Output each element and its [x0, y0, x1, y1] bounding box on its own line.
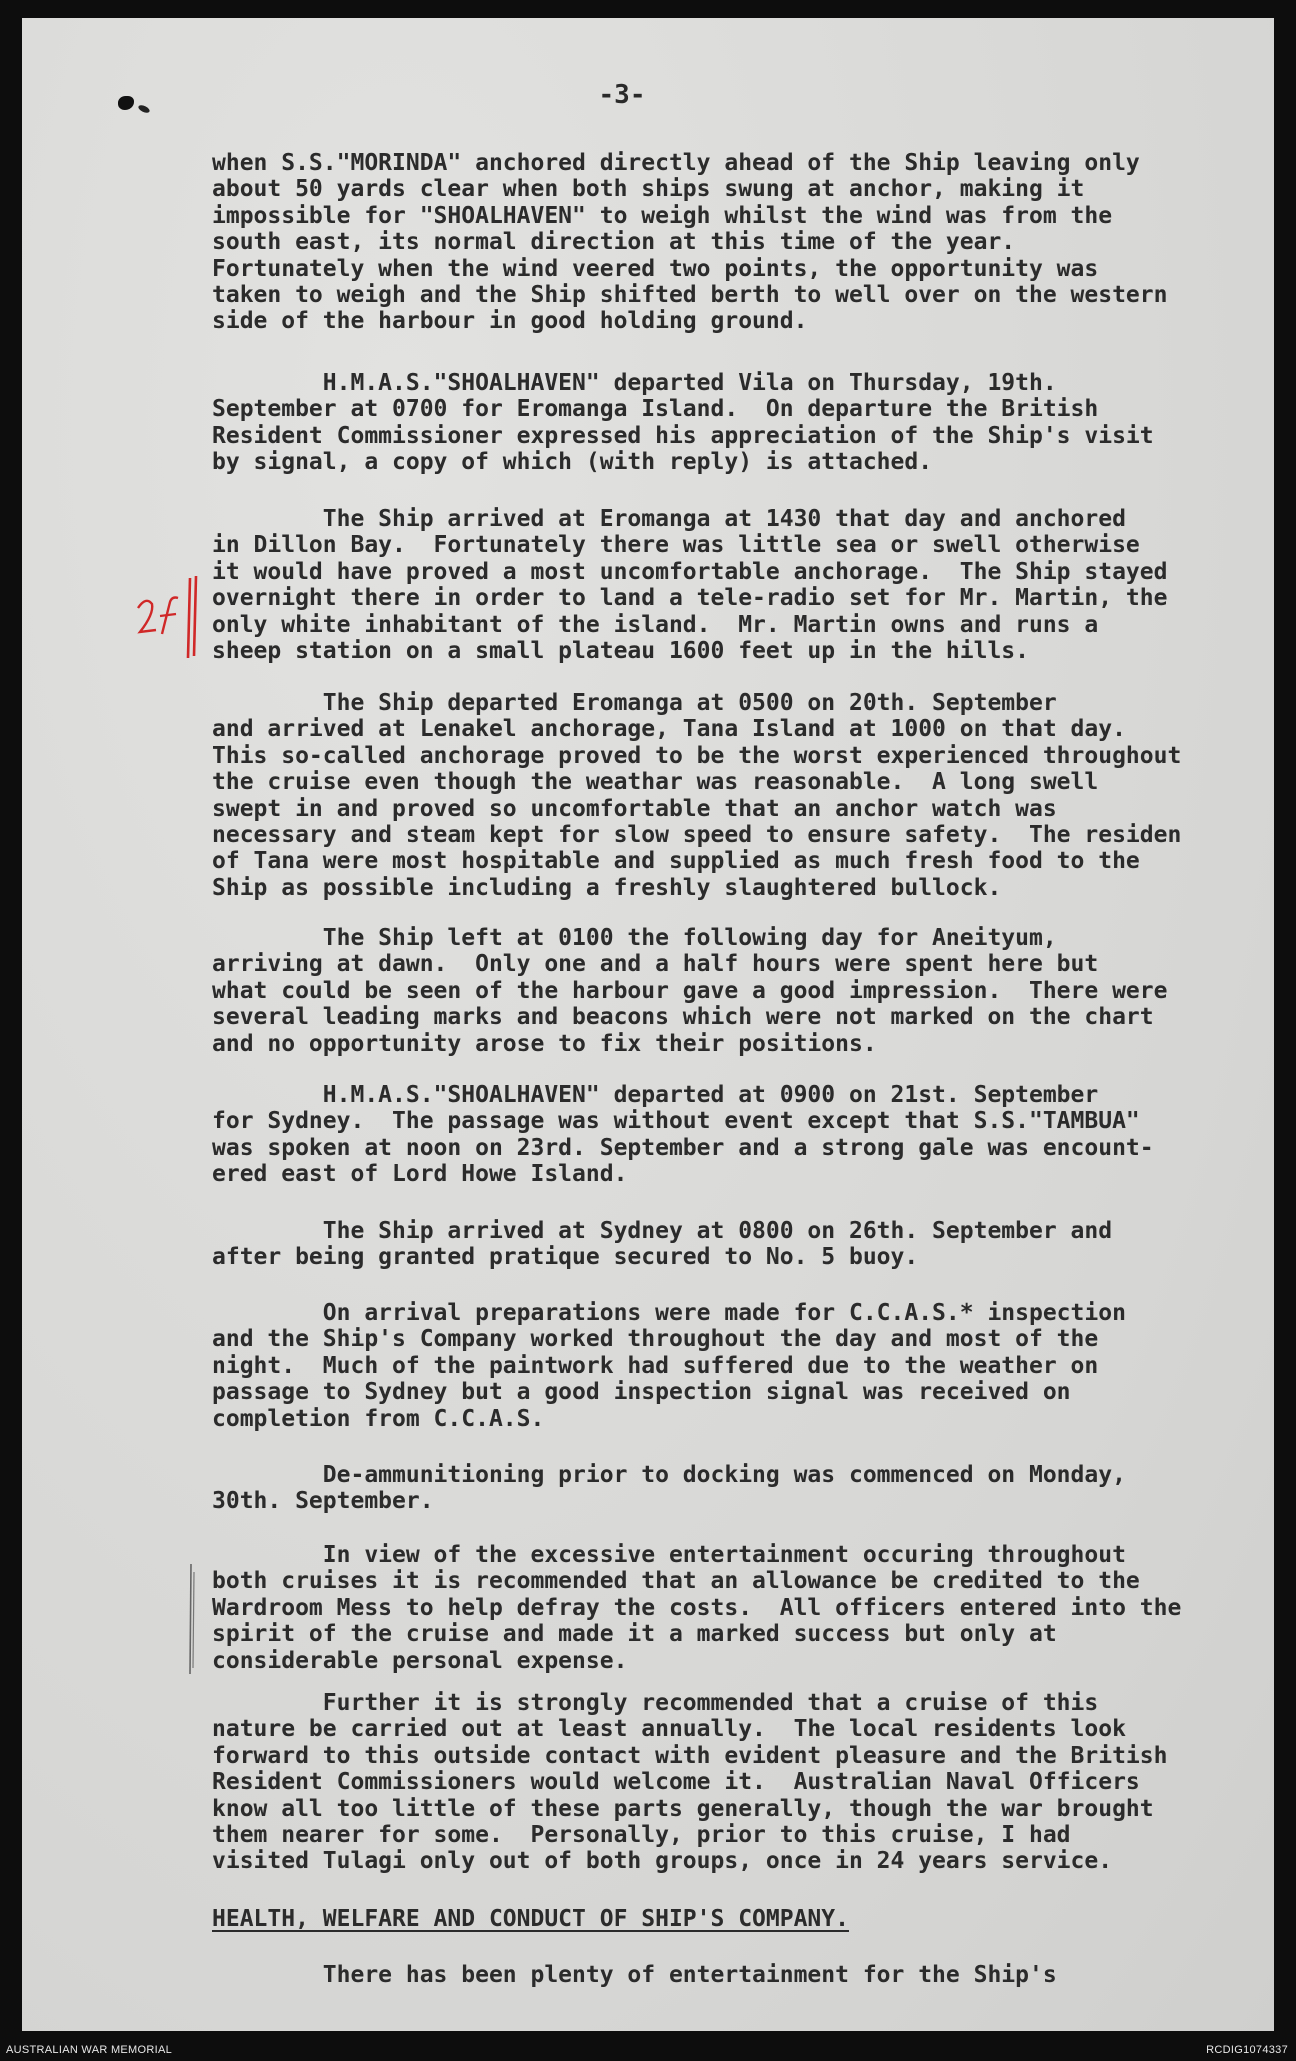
paragraph: [212, 690, 1267, 901]
text-line: was spoken at noon on 23rd. September and a strong gale was encount-: [212, 1134, 1154, 1161]
text-line: several leading marks and beacons which were not marked on the chart: [212, 1004, 1154, 1031]
page-number: -3-: [598, 80, 646, 110]
text-line: know all too little of these parts generally, though the war brought: [212, 1795, 1154, 1822]
text-line: 30th. September.: [212, 1488, 434, 1515]
text-line: H.M.A.S."SHOALHAVEN" departed at 0900 on 21st. September: [212, 1082, 1099, 1108]
text-line: spirit of the cruise and made it a marked success but only at: [212, 1621, 1057, 1648]
text-line: it would have proved a most uncomfortable anchorage. The Ship stayed: [212, 558, 1168, 585]
text-line: swept in and proved so uncomfortable that an anchor watch was: [212, 795, 1057, 822]
text-line: H.M.A.S."SHOALHAVEN" departed Vila on Thursday, 19th.: [212, 370, 1057, 396]
text-line: the cruise even though the weathar was reasonable. A long swell: [212, 769, 1099, 796]
text-line: necessary and steam kept for slow speed to ensure safety. The residen: [212, 821, 1182, 848]
text-line: Fortunately when the wind veered two points, the opportunity was: [212, 255, 1099, 282]
paragraph: [212, 370, 1267, 476]
text-line: In view of the excessive entertainment occuring throughout: [212, 1542, 1126, 1568]
text-line: both cruises it is recommended that an allowance be credited to the: [212, 1568, 1140, 1595]
text-line: The Ship left at 0100 the following day for Aneityum,: [212, 925, 1057, 951]
text-line: and the Ship's Company worked throughout the day and most of the: [212, 1326, 1099, 1353]
footer-archive-label: AUSTRALIAN WAR MEMORIAL: [6, 2044, 173, 2056]
text-line: impossible for "SHOALHAVEN" to weigh whilst the wind was from the: [212, 202, 1113, 229]
text-line: nature be carried out at least annually. The local residents look: [212, 1716, 1126, 1743]
text-line: forward to this outside contact with evident pleasure and the British: [212, 1742, 1168, 1769]
text-line: The Ship arrived at Sydney at 0800 on 26th. September and: [212, 1218, 1113, 1244]
text-line: overnight there in order to land a tele-radio set for Mr. Martin, the: [212, 585, 1168, 612]
text-line: Wardroom Mess to help defray the costs. All officers entered into the: [212, 1594, 1182, 1621]
paragraph: [212, 1300, 1267, 1432]
text-line: The Ship departed Eromanga at 0500 on 20th. September: [212, 690, 1057, 716]
text-line: passage to Sydney but a good inspection signal was received on: [212, 1379, 1071, 1406]
section-heading: HEALTH, WELFARE AND CONDUCT OF SHIP'S COMPANY.: [212, 1906, 849, 1932]
text-line: Resident Commissioner expressed his appreciation of the Ship's visit: [212, 422, 1154, 449]
text-line: only white inhabitant of the island. Mr. Martin owns and runs a: [212, 611, 1099, 638]
text-line: and arrived at Lenakel anchorage, Tana Island at 1000 on that day.: [212, 716, 1126, 743]
text-line: for Sydney. The passage was without event except that S.S."TAMBUA": [212, 1108, 1140, 1135]
paragraph: [212, 1462, 1267, 1515]
paragraph: [212, 1082, 1267, 1188]
text-line: On arrival preparations were made for C.C.A.S.* inspection: [212, 1300, 1126, 1326]
text-line: when S.S."MORINDA" anchored directly ahead of the Ship leaving only: [212, 150, 1140, 176]
text-line: visited Tulagi only out of both groups, once in 24 years service.: [212, 1848, 1113, 1875]
text-line: by signal, a copy of which (with reply) is attached.: [212, 449, 933, 476]
text-line: September at 0700 for Eromanga Island. On departure the British: [212, 396, 1099, 423]
text-line: arriving at dawn. Only one and a half hours were spent here but: [212, 951, 1099, 978]
paragraph: [212, 1542, 1267, 1674]
paragraph: [212, 150, 1267, 335]
text-line: De-ammunitioning prior to docking was commenced on Monday,: [212, 1462, 1126, 1488]
text-line: Resident Commissioners would welcome it. Australian Naval Officers: [212, 1769, 1140, 1796]
text-line: in Dillon Bay. Fortunately there was little sea or swell otherwise: [212, 532, 1140, 559]
text-line: completion from C.C.A.S.: [212, 1405, 545, 1432]
text-line: sheep station on a small plateau 1600 feet up in the hills.: [212, 637, 1029, 664]
document-page: [22, 18, 1274, 2031]
paragraph: [212, 1690, 1267, 1875]
text-line: what could be seen of the harbour gave a good impression. There were: [212, 977, 1168, 1004]
text-line: south east, its normal direction at this time of the year.: [212, 229, 1016, 256]
text-line: of Tana were most hospitable and supplied as much fresh food to the: [212, 848, 1140, 875]
text-line: Ship as possible including a freshly slaughtered bullock.: [212, 874, 1002, 901]
paragraph: [212, 1218, 1267, 1271]
text-line: considerable personal expense.: [212, 1647, 628, 1674]
text-line: taken to weigh and the Ship shifted berth to well over on the western: [212, 281, 1168, 308]
text-line: and no opportunity arose to fix their positions.: [212, 1030, 877, 1057]
text-line: ered east of Lord Howe Island.: [212, 1161, 628, 1188]
text-line: There has been plenty of entertainment for the Ship's: [212, 1962, 1057, 1988]
pencil-margin-line: [188, 1564, 196, 1674]
text-line: night. Much of the paintwork had suffered due to the weather on: [212, 1352, 1099, 1379]
text-line: them nearer for some. Personally, prior to this cruise, I had: [212, 1821, 1071, 1848]
paragraph: [212, 1962, 1267, 1988]
text-line: about 50 yards clear when both ships swung at anchor, making it: [212, 176, 1085, 203]
paragraph: [212, 925, 1267, 1057]
footer-record-id: RCDIG1074337: [1206, 2044, 1288, 2056]
text-line: after being granted pratique secured to No. 5 buoy.: [212, 1244, 919, 1271]
paragraph: [212, 506, 1267, 664]
text-line: This so-called anchorage proved to be the worst experienced throughout: [212, 742, 1182, 769]
text-line: side of the harbour in good holding ground.: [212, 308, 808, 335]
text-line: The Ship arrived at Eromanga at 1430 that day and anchored: [212, 506, 1126, 532]
red-margin-annotation: [132, 574, 212, 660]
text-line: Further it is strongly recommended that a cruise of this: [212, 1690, 1099, 1716]
